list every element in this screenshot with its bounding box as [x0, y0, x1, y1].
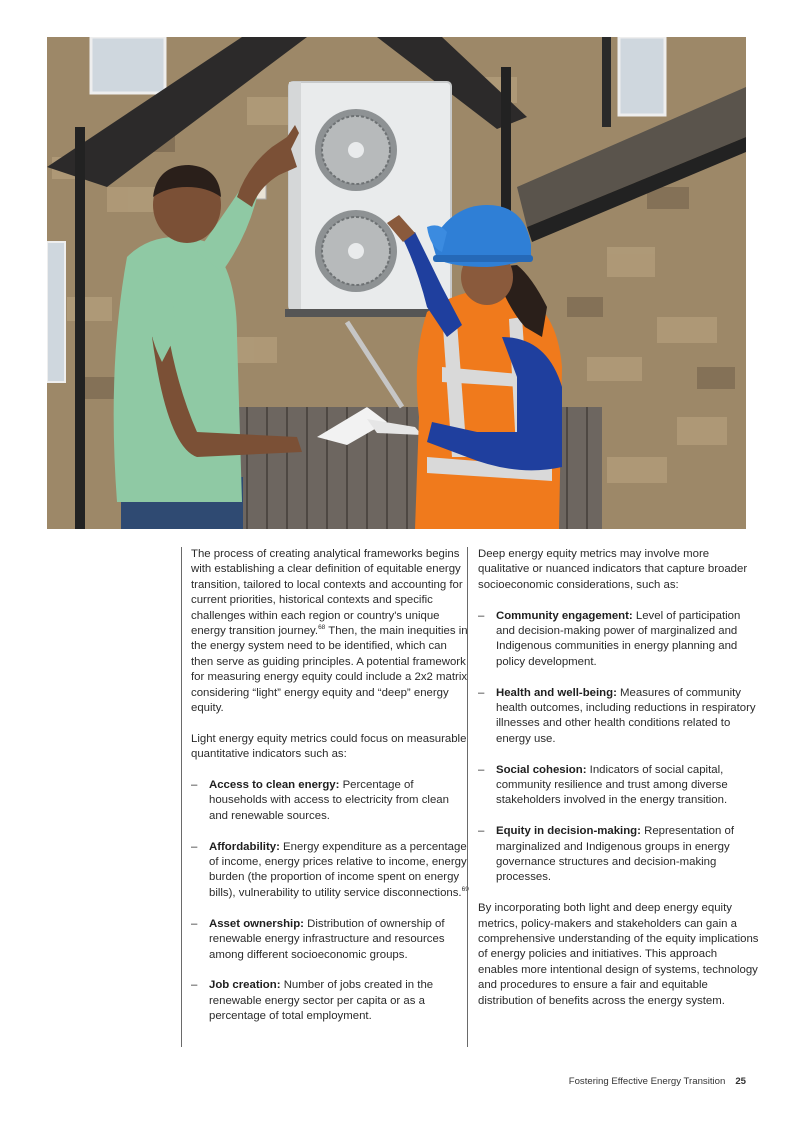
light-metrics-intro: Light energy equity metrics could focus on measurable quantitative indicators such as:	[191, 732, 467, 761]
list-item: – Equity in decision-making: Representation of marginalized and Indigenous groups in energy governance structures and decision-making processes.	[478, 825, 735, 884]
list-item: – Community engagement: Level of participation and decision-making power of marginalized and Indigenous communities in energy planning and policy development.	[478, 609, 741, 668]
heat-pump-inspection-illustration	[47, 37, 746, 529]
footnote-ref: 68	[318, 624, 326, 632]
list-item: – Access to clean energy: Percentage of households with access to electricity from clean and renewable sources.	[191, 779, 449, 822]
intro-paragraph: The process of creating analytical frameworks begins with establishing a clear definition of equitable energy transition, tailored to local contexts and accounting for current priorities, historical contexts and specific challenges within each region or country's unique energy transition journey.$^{68}$ Then, the main inequities in the energy system need to be identified, which can then serve as guiding principles. A potential framework for measuring energy equity could include a 2x2 matrix considering “light” energy equity and “deep” energy equity.	[191, 548, 468, 715]
conclusion-paragraph: By incorporating both light and deep energy equity metrics, policy-makers and stakeholders can gain a comprehensive understanding of the equity implications of energy policies and initiatives. This approach enables more intentional design of systems, technology and procedures to ensure a fair and equitable distribution of benefits across the energy system.	[478, 902, 759, 1007]
right-column	[467, 547, 760, 1047]
deep-metrics-list	[478, 609, 760, 886]
left-column	[181, 547, 469, 1047]
list-item: – Affordability: Energy expenditure as a percentage of income, energy prices relative to income, energy burden (the proportion of income spent on energy bills), vulnerability to utility service disconnections.$^{69}$	[191, 840, 469, 899]
light-metrics-list	[191, 778, 469, 1024]
list-item: – Social cohesion: Indicators of social capital, community resilience and trust among diverse stakeholders involved in the energy transition.	[478, 763, 728, 807]
list-item: – Asset ownership: Distribution of ownership of renewable energy infrastructure and resources among different socioeconomic groups.	[191, 917, 445, 961]
page-number: 25	[735, 1076, 746, 1087]
list-item: – Job creation: Number of jobs created in the renewable energy sector per capita or as a percentage of total employment.	[191, 979, 434, 1023]
footer-title: Fostering Effective Energy Transition	[568, 1076, 726, 1087]
footnote-ref: 69	[461, 886, 469, 894]
list-item: – Health and well-being: Measures of community health outcomes, including reductions in respiratory illnesses and other health conditions related to energy use.	[478, 686, 756, 745]
hero-photo	[47, 37, 746, 529]
page-footer	[569, 1076, 746, 1087]
deep-metrics-intro: Deep energy equity metrics may involve more qualitative or nuanced indicators that capture broader socioeconomic considerations, such as:	[478, 548, 748, 591]
